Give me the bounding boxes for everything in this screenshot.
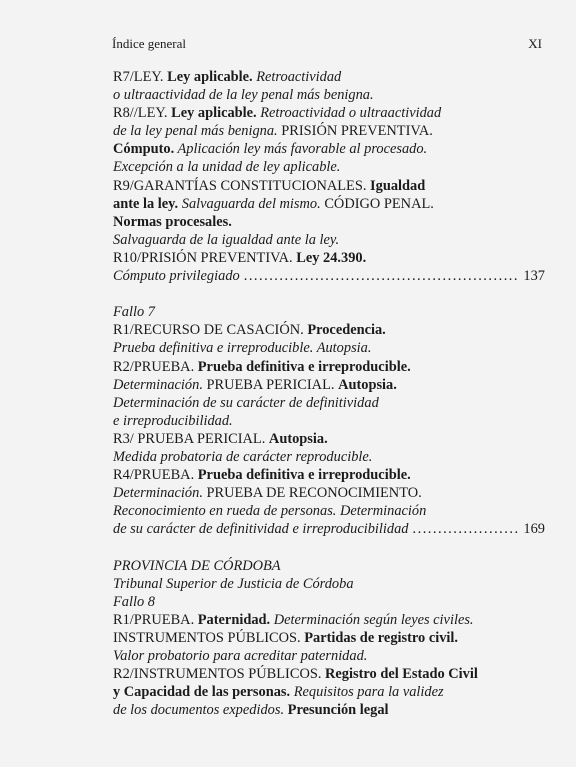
leader-dots — [244, 267, 520, 285]
index-line: R10/PRISIÓN PREVENTIVA. Ley 24.390. — [113, 249, 367, 266]
index-line: Prueba definitiva e irreproducible. Autopsia. — [113, 340, 372, 357]
index-line: Determinación. PRUEBA PERICIAL. Autopsia. — [113, 376, 397, 393]
index-line: ante la ley. Salvaguarda del mismo. CÓDIGO PENAL. — [113, 195, 434, 212]
index-line: R1/RECURSO DE CASACIÓN. Procedencia. — [113, 322, 386, 339]
fallo-heading: Fallo 7 — [113, 304, 155, 321]
index-line: e irreproducibilidad. — [113, 412, 233, 429]
section-gap — [113, 538, 545, 556]
index-line: R9/GARANTÍAS CONSTITUCIONALES. Igualdad — [113, 177, 426, 194]
index-line: Medida probatoria de carácter reproducible. — [113, 448, 373, 465]
province-heading: PROVINCIA DE CÓRDOBA — [113, 557, 281, 574]
index-line: y Capacidad de las personas. Requisitos para la validez — [113, 684, 444, 701]
court-heading: Tribunal Superior de Justicia de Córdoba — [113, 575, 354, 592]
index-line: o ultraactividad de la ley penal más benigna. — [113, 87, 374, 104]
toc-entry-line: de su carácter de definitividad e irreproducibilidad ..... 169 — [113, 520, 545, 538]
index-line: de los documentos expedidos. Presunción legal — [113, 702, 389, 719]
index-line: Determinación. PRUEBA DE RECONOCIMIENTO. — [113, 485, 422, 502]
index-line: R2/PRUEBA. Prueba definitiva e irreproducible. — [113, 358, 411, 375]
index-line: Determinación de su carácter de definitividad — [113, 394, 379, 411]
section-gap — [113, 285, 545, 303]
toc-page-number: 137 — [523, 268, 545, 285]
index-line: R2/INSTRUMENTOS PÚBLICOS. Registro del Estado Civil — [113, 666, 478, 683]
index-line: Valor probatorio para acreditar paternidad. — [113, 648, 368, 664]
index-line: Normas procesales. — [113, 213, 232, 230]
index-line: R7/LEY. Ley aplicable. Retroactividad — [113, 69, 342, 85]
index-line: Reconocimiento en rueda de personas. Determinación — [113, 503, 427, 520]
index-line: R3/ PRUEBA PERICIAL. Autopsia. — [113, 430, 328, 447]
index-line: INSTRUMENTOS PÚBLICOS. Partidas de registro civil. — [113, 629, 458, 646]
index-line: Salvaguarda de la igualdad ante la ley. — [113, 231, 340, 248]
index-line: de la ley penal más benigna. PRISIÓN PREVENTIVA. — [113, 123, 433, 140]
index-line: R4/PRUEBA. Prueba definitiva e irreproducible. — [113, 467, 411, 484]
fallo-heading: Fallo 8 — [113, 593, 155, 610]
page-number: XI — [528, 36, 542, 51]
index-line: Excepción a la unidad de ley aplicable. — [113, 159, 341, 176]
toc-entry-line: Cómputo privilegiado ..... 137 — [113, 267, 545, 285]
running-header — [110, 36, 542, 56]
index-line: R1/PRUEBA. Paternidad. Determinación según leyes civiles. — [113, 611, 474, 628]
leader-dots — [413, 520, 520, 538]
index-content — [113, 68, 545, 719]
index-line: R8//LEY. Ley aplicable. Retroactividad o ultraactividad — [113, 105, 442, 122]
index-line: Cómputo. Aplicación ley más favorable al procesado. — [113, 141, 428, 158]
header-title: Índice general — [112, 36, 186, 51]
toc-page-number: 169 — [523, 521, 545, 538]
